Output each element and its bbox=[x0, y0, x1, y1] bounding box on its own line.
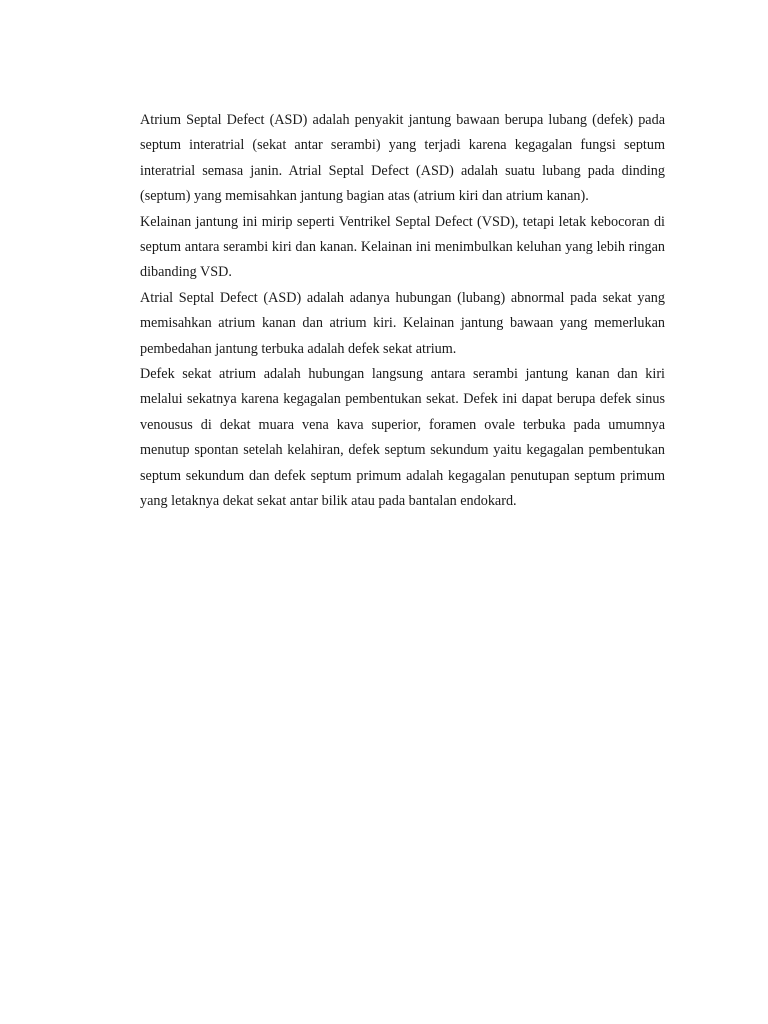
document-body bbox=[140, 108, 665, 515]
paragraph-1: Atrium Septal Defect (ASD) adalah penyakit jantung bawaan berupa lubang (defek) pada septum interatrial (sekat antar serambi) yang terjadi karena kegagalan fungsi septum interatrial semasa janin. Atrial Septal Defect (ASD) adalah suatu lubang pada dinding (septum) yang memisahkan jantung bagian atas (atrium kiri dan atrium kanan). bbox=[140, 112, 665, 205]
paragraph-2: Kelainan jantung ini mirip seperti Ventrikel Septal Defect (VSD), tetapi letak kebocoran di septum antara serambi kiri dan kanan. Kelainan ini menimbulkan keluhan yang lebih ringan dibanding VSD. bbox=[140, 213, 665, 281]
paragraph-4: Defek sekat atrium adalah hubungan langsung antara serambi jantung kanan dan kiri melalui sekatnya karena kegagalan pembentukan sekat. Defek ini dapat berupa defek sinus venousus di dekat muara vena kava superior, foramen ovale terbuka pada umumnya menutup spontan setelah kelahiran, defek septum sekundum yaitu kegagalan pembentukan septum sekundum dan defek septum primum adalah kegagalan penutupan septum primum yang letaknya dekat sekat antar bilik atau pada bantalan endokard. bbox=[140, 366, 665, 510]
paragraph-3: Atrial Septal Defect (ASD) adalah adanya hubungan (lubang) abnormal pada sekat yang memisahkan atrium kanan dan atrium kiri. Kelainan jantung bawaan yang memerlukan pembedahan jantung terbuka adalah defek sekat atrium. bbox=[140, 289, 665, 357]
